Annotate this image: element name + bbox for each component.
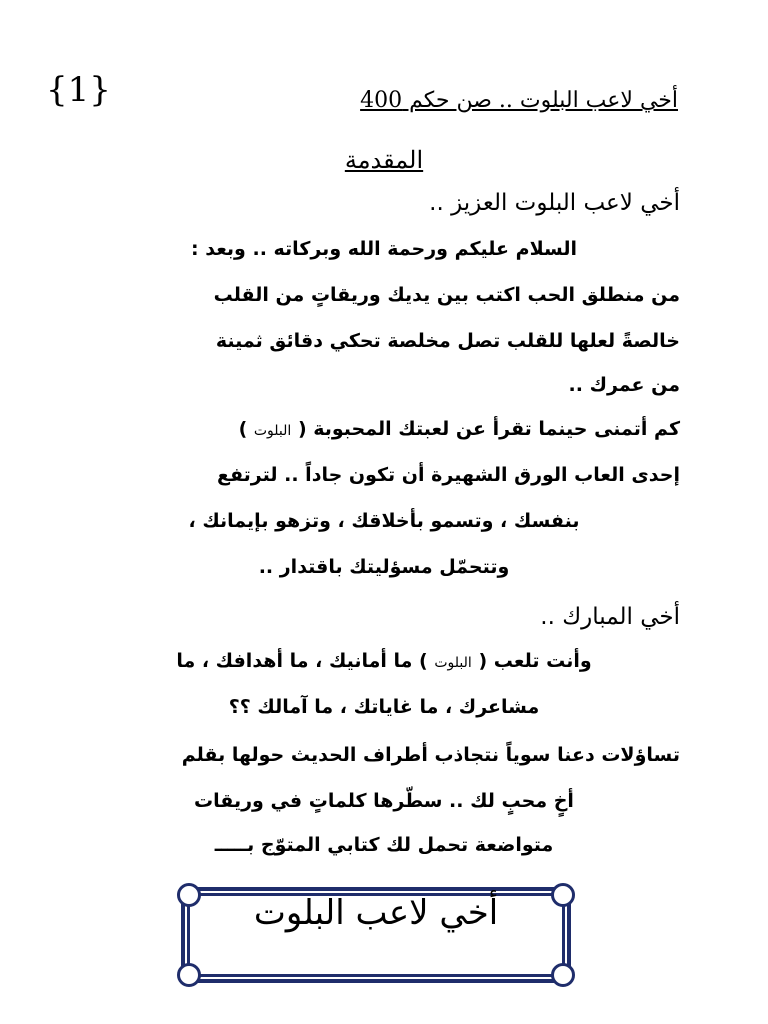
- inline-term: البلوت: [434, 655, 472, 671]
- box-corner: [177, 963, 201, 987]
- para2-line-4: وتتحمّل مسؤليتك باقتدار ..: [258, 556, 510, 578]
- para2-line-1-start: كم أتمنى حينما تقرأ عن لعبتك المحبوبة (: [297, 418, 680, 440]
- box-corner: [551, 963, 575, 987]
- para2-line-1: [239, 418, 680, 440]
- intro-title: المقدمة: [344, 146, 424, 174]
- greeting: أخي لاعب البلوت العزيز ..: [429, 190, 680, 216]
- para1-line-3: من عمرك ..: [568, 374, 680, 396]
- book-title: أخي لاعب البلوت: [253, 893, 499, 933]
- para3-line-1-end: ) ما أمانيك ، ما أهدافك ، ما: [176, 650, 428, 672]
- book-title-box: [181, 887, 571, 983]
- para3-line-1-start: وأنت تلعب (: [478, 650, 592, 672]
- para2-line-2: إحدى العاب الورق الشهيرة أن تكون جاداً .. لترتفع: [217, 464, 680, 486]
- para3-line-2: مشاعرك ، ما غاياتك ، ما آمالك ؟؟: [228, 696, 540, 718]
- para1-line-1: من منطلق الحب اكتب بين يديك وريقاتٍ من القلب: [213, 284, 680, 306]
- page-number: {1}: [46, 70, 111, 110]
- para4-line-2: أخٍ محبٍ لك .. سطّرها كلماتٍ في وريقات: [194, 790, 574, 812]
- inline-term: البلوت: [253, 423, 292, 439]
- para3-line-1: [0, 650, 768, 672]
- para4-line-1: تساؤلات دعنا سوياً نتجاذب أطراف الحديث حولها بقلم: [181, 744, 680, 766]
- para1-line-2: خالصةً لعلها للقلب تصل مخلصة تحكي دقائق ثمينة: [215, 330, 680, 352]
- greeting-2: أخي المبارك ..: [540, 604, 680, 630]
- salutation: السلام عليكم ورحمة الله وبركاته .. وبعد :: [191, 238, 577, 260]
- para2-line-3: بنفسك ، وتسمو بأخلاقك ، وتزهو بإيمانك ،: [188, 510, 580, 532]
- para4-line-3: متواضعة تحمل لك كتابي المتوّج بـــــ: [214, 834, 554, 856]
- header-title: أخي لاعب البلوت .. صن حكم 400: [360, 88, 678, 113]
- para2-line-1-end: ): [238, 418, 248, 440]
